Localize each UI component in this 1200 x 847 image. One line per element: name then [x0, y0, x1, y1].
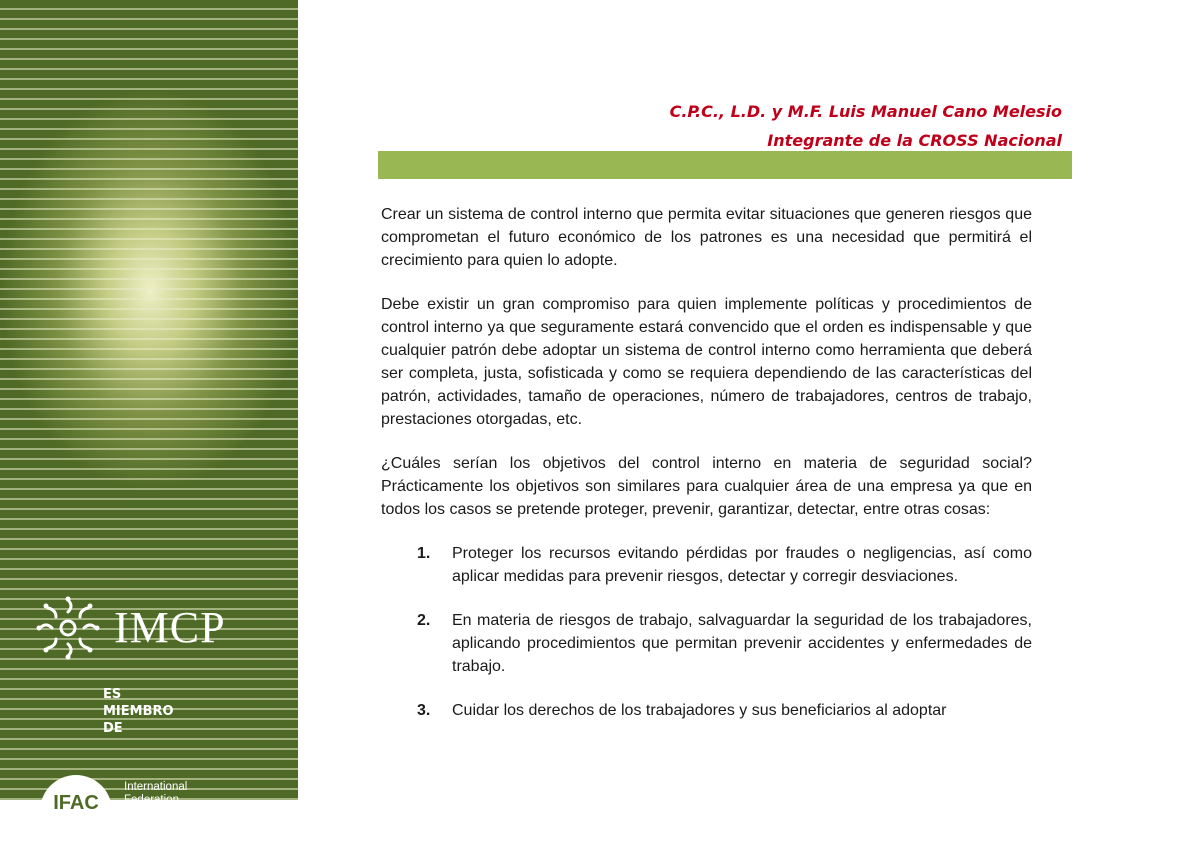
ifac-logo — [40, 775, 187, 847]
member-line: DE — [103, 721, 123, 736]
article-body — [381, 203, 1032, 743]
list-number: 2. — [417, 612, 431, 629]
paragraph: ¿Cuáles serían los objetivos del control interno en materia de seguridad social? Prácticamente los objetivos son similares para cualquier área de una empresa ya que en todos los casos se pretende proteger, prevenir, garantizar, detectar, entre otras cosas: — [381, 455, 1032, 518]
list-text: Cuidar los derechos de los trabajadores y sus beneficiarios al adoptar — [452, 702, 947, 719]
list-item — [381, 542, 1032, 588]
sidebar-panel — [0, 0, 298, 814]
ifac-line: International — [124, 781, 188, 793]
list-item — [381, 609, 1032, 678]
author-block — [670, 97, 1062, 155]
list-number: 1. — [417, 545, 431, 562]
list-text: Proteger los recursos evitando pérdidas por fraudes o negligencias, así como aplicar medidas para prevenir riesgos, detectar y corregir desviaciones. — [452, 545, 1032, 585]
paragraph: Crear un sistema de control interno que permita evitar situaciones que generen riesgos que comprometan el futuro económico de los patrones es una necesidad que permitirá el crecimiento para quien lo adopte. — [381, 206, 1032, 269]
member-line: ES — [103, 687, 122, 702]
objectives-list — [381, 542, 1032, 722]
ifac-emblem: IFAC — [40, 775, 112, 847]
ifac-line: Federation — [124, 794, 179, 806]
ifac-name — [124, 781, 187, 807]
author-name: C.P.C., L.D. y M.F. Luis Manuel Cano Melesio — [669, 102, 1062, 121]
list-number: 3. — [417, 702, 431, 719]
list-item — [381, 699, 1032, 722]
member-of-label — [103, 686, 174, 737]
member-line: MIEMBRO — [103, 704, 174, 719]
paragraph: Debe existir un gran compromiso para quien implemente políticas y procedimientos de control interno ya que seguramente estará convencido que el orden es indispensable y que cualquier patrón debe adoptar un sistema de control interno como herramienta que deberá ser completa, justa, sofisticada y como se requiera dependiendo de las características del patrón, actividades, tamaño de operaciones, número de trabajadores, centros de trabajo, prestaciones otorgadas, etc. — [381, 296, 1032, 428]
list-text: En materia de riesgos de trabajo, salvaguardar la seguridad de los trabajadores, aplicando procedimientos que permitan prevenir accidentes y enfermedades de trabajo. — [452, 612, 1032, 675]
header-accent-bar — [378, 151, 1072, 179]
imcp-emblem-icon — [36, 596, 100, 660]
author-role: Integrante de la CROSS Nacional — [767, 131, 1062, 150]
imcp-logo — [36, 596, 226, 660]
imcp-logo-text: IMCP — [114, 603, 226, 652]
